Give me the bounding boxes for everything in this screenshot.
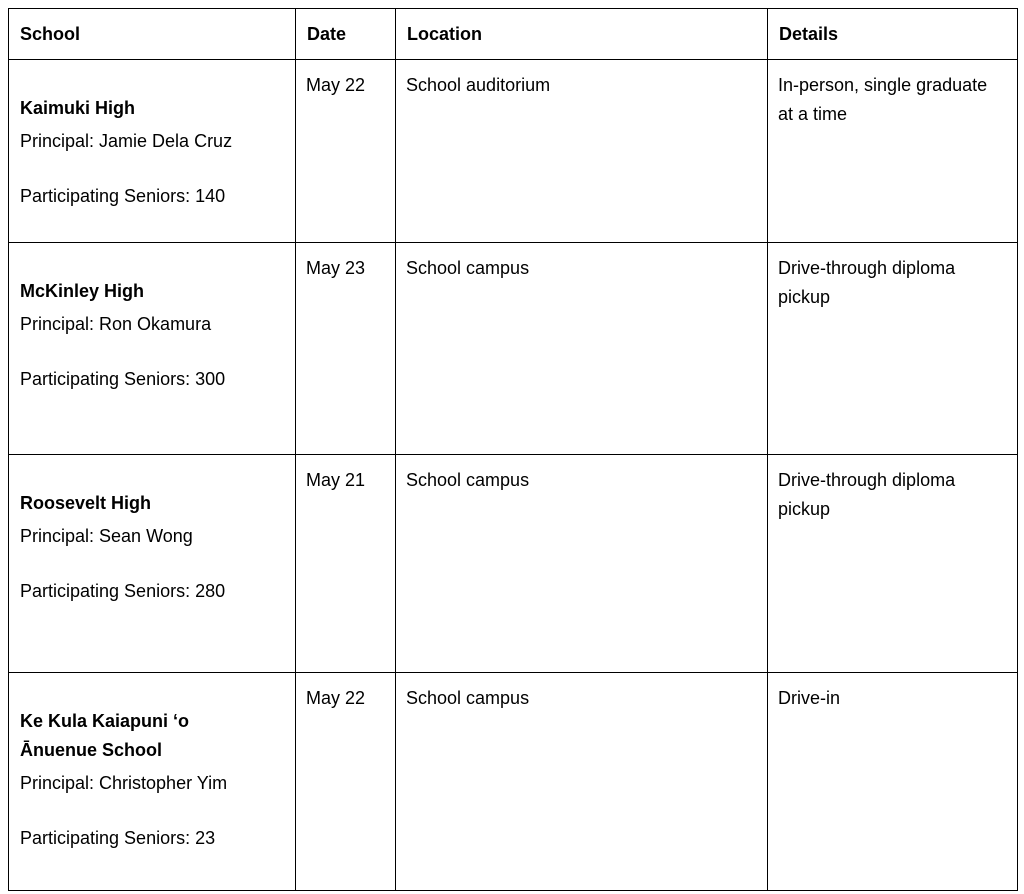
- details-cell: In-person, single graduate at a time: [768, 60, 1018, 243]
- seniors-count: Participating Seniors: 23: [20, 828, 216, 848]
- school-cell: [9, 455, 296, 673]
- location-cell: School auditorium: [396, 60, 768, 243]
- principal-text: Principal: Jamie Dela Cruz: [20, 131, 233, 151]
- details-cell: Drive-through diploma pickup: [768, 455, 1018, 673]
- header-row: [9, 9, 1018, 60]
- date-cell: May 21: [296, 455, 396, 673]
- date-cell: May 22: [296, 673, 396, 891]
- table-row: [9, 673, 1018, 891]
- seniors-count: Participating Seniors: 300: [20, 369, 226, 389]
- school-cell: [9, 673, 296, 891]
- principal-text: Principal: Ron Okamura: [20, 314, 212, 334]
- school-name: Kaimuki High: [20, 98, 136, 118]
- seniors-count: Participating Seniors: 140: [20, 186, 226, 206]
- school-name: McKinley High: [20, 281, 145, 301]
- school-cell: [9, 60, 296, 243]
- details-cell: Drive-in: [768, 673, 1018, 891]
- table-row: [9, 243, 1018, 455]
- header-school: School: [9, 9, 296, 60]
- header-date: Date: [296, 9, 396, 60]
- principal-text: Principal: Christopher Yim: [20, 773, 228, 793]
- location-cell: School campus: [396, 243, 768, 455]
- table-row: [9, 455, 1018, 673]
- principal-text: Principal: Sean Wong: [20, 526, 193, 546]
- header-location: Location: [396, 9, 768, 60]
- seniors-count: Participating Seniors: 280: [20, 581, 226, 601]
- school-name: Roosevelt High: [20, 493, 152, 513]
- table-row: [9, 60, 1018, 243]
- details-cell: Drive-through diploma pickup: [768, 243, 1018, 455]
- location-cell: School campus: [396, 673, 768, 891]
- graduation-table: [8, 8, 1018, 891]
- school-name: Ke Kula Kaiapuni ‘o Ānuenue School: [20, 711, 190, 760]
- header-details: Details: [768, 9, 1018, 60]
- location-cell: School campus: [396, 455, 768, 673]
- date-cell: May 23: [296, 243, 396, 455]
- date-cell: May 22: [296, 60, 396, 243]
- school-cell: [9, 243, 296, 455]
